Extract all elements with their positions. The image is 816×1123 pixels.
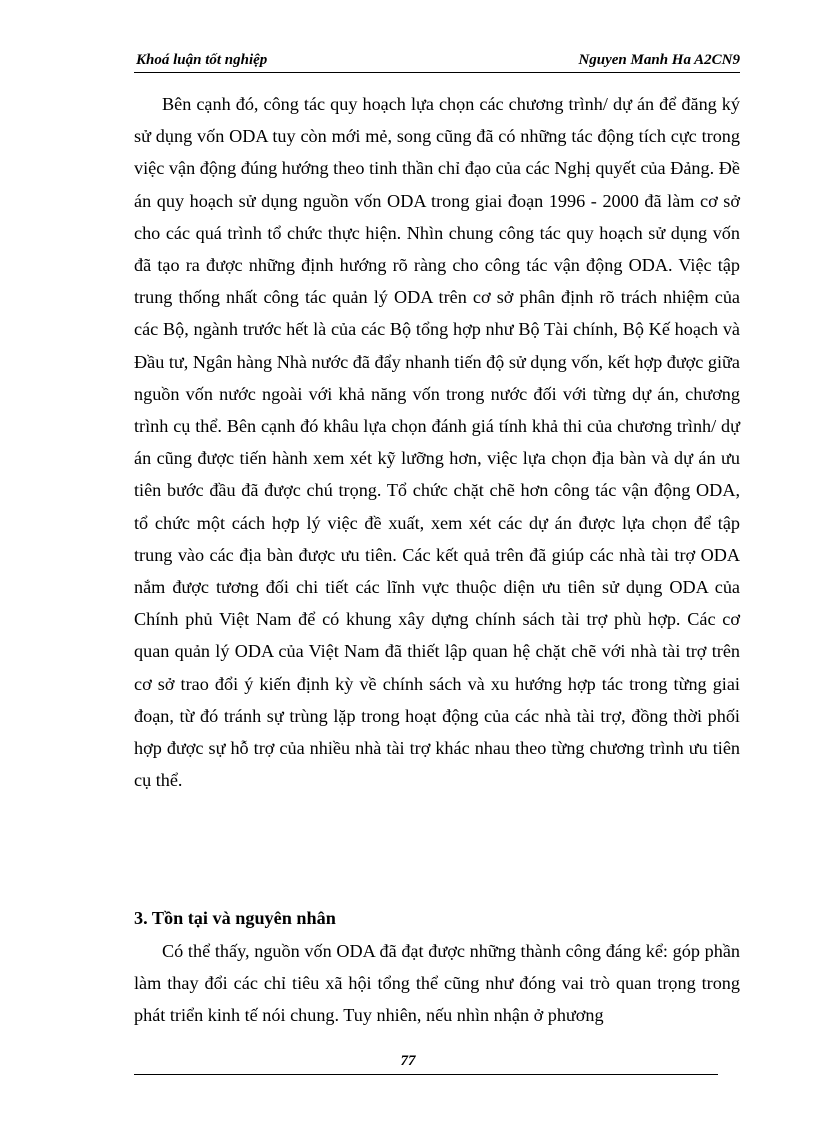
- main-body: [134, 88, 740, 796]
- header-thesis-title: Khoá luận tốt nghiệp: [136, 52, 268, 68]
- footer-divider: [134, 1074, 718, 1075]
- page-number: 77: [400, 1053, 416, 1069]
- section-body: [134, 935, 740, 1032]
- section-heading: 3. Tồn tại và nguyên nhân: [134, 908, 336, 928]
- paragraph-section-intro: Có thể thấy, nguồn vốn ODA đã đạt được những thành công đáng kể: góp phần làm thay đổi các chỉ tiêu xã hội tổng thể cũng như đóng vai trò quan trọng trong phát triển kinh tế nói chung. Tuy nhiên, nếu nhìn nhận ở phương: [134, 941, 740, 1026]
- paragraph-planning-achievements: Bên cạnh đó, công tác quy hoạch lựa chọn các chương trình/ dự án để đăng ký sử dụng vốn ODA tuy còn mới mẻ, song cũng đã có những tác động tích cực trong việc vận động đúng hướng theo tinh thần chỉ đạo của các Nghị quyết của Đảng. Đề án quy hoạch sử dụng nguồn vốn ODA trong giai đoạn 1996 - 2000 đã làm cơ sở cho các quá trình tổ chức thực hiện. Nhìn chung công tác quy hoạch sử dụng vốn đã tạo ra được những định hướng rõ ràng cho công tác vận động ODA. Việc tập trung thống nhất công tác quản lý ODA trên cơ sở phân định rõ trách nhiệm của các Bộ, ngành trước hết là của các Bộ tổng hợp như Bộ Tài chính, Bộ Kế hoạch và Đầu tư, Ngân hàng Nhà nước đã đẩy nhanh tiến độ sử dụng vốn, kết hợp được giữa nguồn vốn nước ngoài với khả năng vốn trong nước đối với từng dự án, chương trình cụ thể. Bên cạnh đó khâu lựa chọn đánh giá tính khả thi của chương trình/ dự án cũng được tiến hành xem xét kỹ lưỡng hơn, việc lựa chọn địa bàn và dự án ưu tiên bước đầu đã được chú trọng. Tổ chức chặt chẽ hơn công tác vận động ODA, tổ chức một cách hợp lý việc đề xuất, xem xét các dự án được lựa chọn để tập trung vào các địa bàn được ưu tiên. Các kết quả trên đã giúp các nhà tài trợ ODA nắm được tương đối chi tiết các lĩnh vực thuộc diện ưu tiên sử dụng ODA của Chính phủ Việt Nam để có khung xây dựng chính sách tài trợ phù hợp. Các cơ quan quản lý ODA của Việt Nam đã thiết lập quan hệ chặt chẽ với nhà tài trợ trên cơ sở trao đổi ý kiến định kỳ về chính sách và xu hướng hợp tác trong từng giai đoạn, từ đó tránh sự trùng lặp trong hoạt động của các nhà tài trợ, đồng thời phối hợp được sự hỗ trợ của nhiều nhà tài trợ khác nhau theo từng chương trình ưu tiên cụ thể.: [134, 94, 740, 791]
- page-header: [134, 50, 740, 73]
- header-author: Nguyen Manh Ha A2CN9: [578, 52, 740, 68]
